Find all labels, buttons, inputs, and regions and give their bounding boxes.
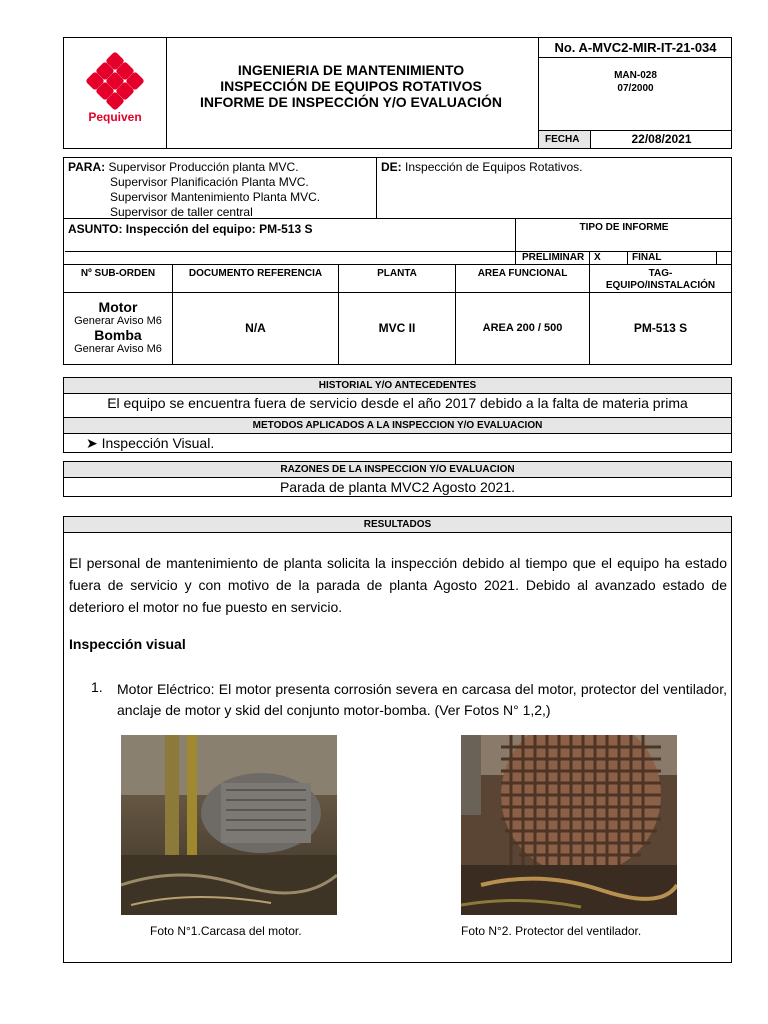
razones-title: RAZONES DE LA INSPECCION Y/O EVALUACION [64, 462, 731, 478]
para-line-1: Supervisor Producción planta MVC. [108, 160, 299, 174]
pequiven-logo [64, 38, 167, 148]
cell-planta: MVC II [339, 293, 456, 364]
doc-number: No. A-MVC2-MIR-IT-21-034 [539, 38, 732, 58]
preliminar-label: PRELIMINAR [522, 252, 585, 263]
man-code: MAN-028 [614, 70, 657, 81]
table-row [63, 292, 732, 365]
man-date: 07/2000 [617, 83, 654, 94]
photo-2-caption: Foto N°2. Protector del ventilador. [461, 924, 642, 938]
header-titles [166, 62, 536, 110]
photo-1 [121, 735, 337, 915]
suborden-bomba-sub: Generar Aviso M6 [74, 343, 162, 355]
historial-title: HISTORIAL Y/O ANTECEDENTES [64, 378, 731, 394]
suborden-bomba: Bomba [94, 327, 142, 343]
metodos-bullet-icon: ➤ [86, 435, 98, 451]
historial-block [63, 377, 732, 453]
suborden-motor-sub: Generar Aviso M6 [74, 315, 162, 327]
preliminar-mark: X [594, 252, 601, 263]
fecha-label: FECHA [539, 131, 591, 148]
col-area: AREA FUNCIONAL [456, 265, 590, 292]
para-line-3: Supervisor Mantenimiento Planta MVC. [110, 190, 321, 204]
final-right-divider [716, 251, 717, 264]
col-tag: TAG- EQUIPO/INSTALACIÓN [605, 268, 716, 291]
preliminar-divider [589, 251, 590, 264]
resultados-block [63, 516, 732, 963]
de-label: DE: [381, 160, 402, 174]
inspeccion-visual-heading: Inspección visual [69, 636, 186, 652]
tipo-informe-label: TIPO DE INFORME [579, 222, 669, 233]
suborden-motor: Motor [98, 299, 138, 315]
cell-documento: N/A [173, 293, 339, 364]
final-label: FINAL [632, 252, 662, 263]
razones-text: Parada de planta MVC2 Agosto 2021. [279, 479, 516, 495]
logo-text: Pequiven [88, 110, 142, 124]
header-title-2: INSPECCIÓN DE EQUIPOS ROTATIVOS [220, 78, 482, 94]
header-right-column [538, 38, 732, 148]
header-block [63, 37, 732, 149]
razones-block [63, 461, 732, 497]
para-line-2: Supervisor Planificación Planta MVC. [110, 175, 309, 189]
para-divider [376, 158, 377, 218]
item-number: 1. [91, 679, 103, 695]
item-text: Motor Eléctrico: El motor presenta corrosión severa en carcasa del motor, protector del ventilador, anclaje de motor y skid del conjunto motor-bomba. (Ver Fotos N° 1,2,) [117, 681, 727, 718]
table-header [63, 264, 732, 293]
de-value: Inspección de Equipos Rotativos. [405, 160, 583, 174]
para-de-block [63, 157, 732, 219]
photo-2-fan-guard-image [461, 735, 677, 915]
fecha-row [539, 130, 732, 149]
final-divider [627, 251, 628, 264]
fecha-value: 22/08/2021 [631, 132, 692, 146]
para-section [68, 160, 373, 220]
para-line-4: Supervisor de taller central [110, 205, 253, 219]
photo-1-motor-image [121, 735, 337, 915]
asunto-block [63, 218, 732, 265]
metodos-title: METODOS APLICADOS A LA INSPECCION Y/O EVALUACION [64, 417, 731, 434]
photo-1-caption: Foto N°1.Carcasa del motor. [150, 924, 302, 938]
de-section [381, 160, 582, 174]
asunto-text: ASUNTO: Inspección del equipo: PM-513 S [68, 222, 313, 236]
cell-tag: PM-513 S [633, 321, 688, 335]
tipo-informe-section [515, 219, 732, 264]
header-title-3: INFORME DE INSPECCIÓN Y/O EVALUACIÓN [199, 94, 503, 110]
header-title-1: INGENIERIA DE MANTENIMIENTO [237, 62, 465, 78]
metodos-item [86, 435, 214, 452]
cell-suborden [64, 293, 173, 364]
col-planta: PLANTA [339, 265, 456, 292]
historial-text: El equipo se encuentra fuera de servicio desde el año 2017 debido a la falta de materia prima [107, 395, 688, 411]
photo-2 [461, 735, 677, 915]
cell-area: AREA 200 / 500 [456, 293, 590, 364]
metodos-item-text: Inspección Visual. [101, 435, 215, 451]
col-suborden: Nº SUB-ORDEN [64, 265, 173, 292]
resultados-paragraph: El personal de mantenimiento de planta solicita la inspección debido al tiempo que el equipo ha estado fuera de servicio y con motivo de la parada de planta Agosto 2021. Debido al avanzado estado de deterioro el motor no fue puesto en servicio. [69, 555, 727, 615]
resultados-title: RESULTADOS [64, 517, 731, 533]
col-documento: DOCUMENTO REFERENCIA [173, 265, 339, 292]
para-label: PARA: [68, 160, 106, 174]
